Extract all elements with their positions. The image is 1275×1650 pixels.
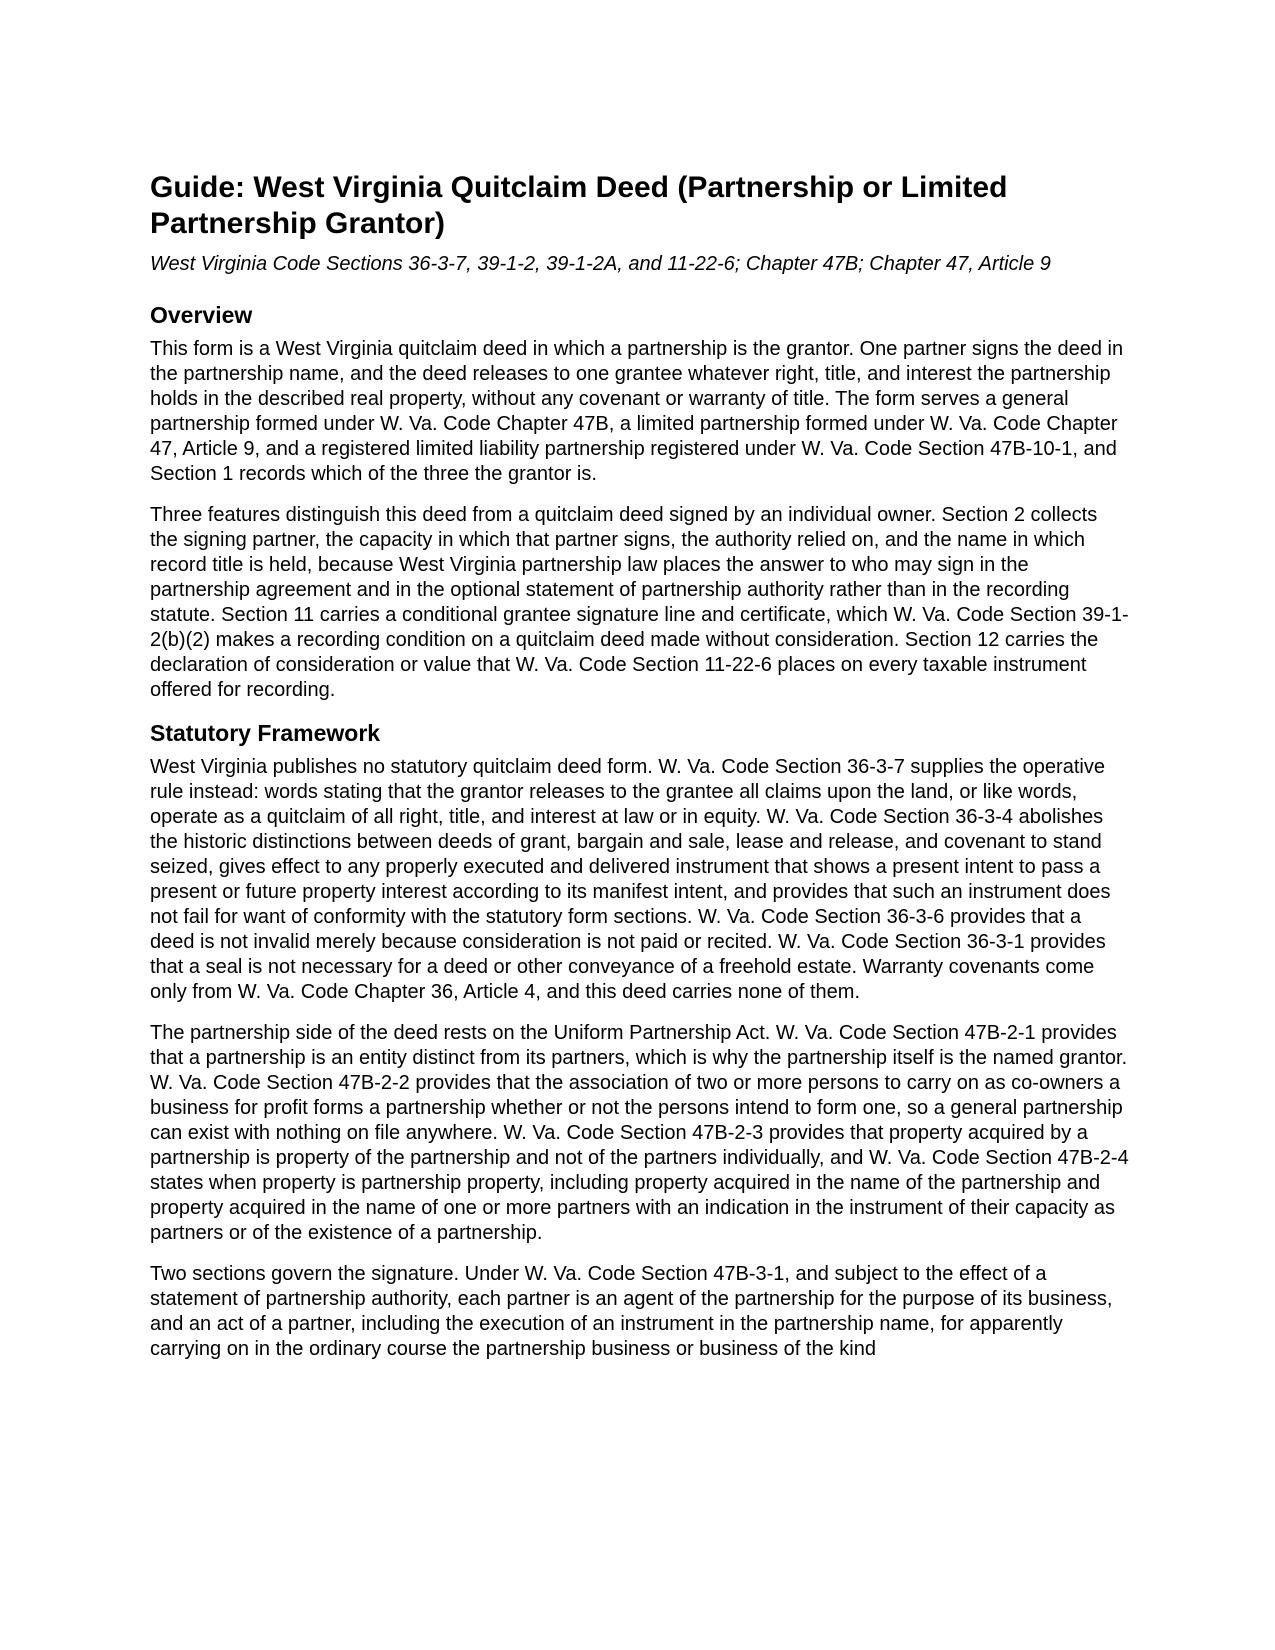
page-subtitle: West Virginia Code Sections 36-3-7, 39-1-2, 39-1-2A, and 11-22-6; Chapter 47B; Chapter 47, Article 9 <box>150 253 1051 275</box>
section-heading-statutory-framework: Statutory Framework <box>150 720 381 746</box>
document-page <box>150 170 1130 1378</box>
framework-paragraph-2: The partnership side of the deed rests on the Uniform Partnership Act. W. Va. Code Section 47B-2-1 provides that a partnership is an entity distinct from its partners, which is why the partnership itself is the named grantor. W. Va. Code Section 47B-2-2 provides that the association of two or more persons to carry on as co-owners a business for profit forms a partnership whether or not the persons intend to form one, so a general partnership can exist with nothing on file anywhere. W. Va. Code Section 47B-2-3 provides that property acquired by a partnership is property of the partnership and not of the partners individually, and W. Va. Code Section 47B-2-4 states when property is partnership property, including property acquired in the name of the partnership and property acquired in the name of one or more partners with an indication in the instrument of their capacity as partners or of the existence of a partnership. <box>150 1022 1129 1244</box>
overview-paragraph-2: Three features distinguish this deed from a quitclaim deed signed by an individual owner. Section 2 collects the signing partner, the capacity in which that partner signs, the authority relied on, and the name in which record title is held, because West Virginia partnership law places the answer to who may sign in the partnership agreement and in the optional statement of partnership authority rather than in the recording statute. Section 11 carries a conditional grantee signature line and certificate, which W. Va. Code Section 39-1-2(b)(2) makes a recording condition on a quitclaim deed made without consideration. Section 12 carries the declaration of consideration or value that W. Va. Code Section 11-22-6 places on every taxable instrument offered for recording. <box>150 504 1129 701</box>
page-title: Guide: West Virginia Quitclaim Deed (Partnership or Limited Partnership Grantor) <box>150 171 1008 240</box>
overview-paragraph-1: This form is a West Virginia quitclaim deed in which a partnership is the grantor. One partner signs the deed in the partnership name, and the deed releases to one grantee whatever right, title, and interest the partnership holds in the described real property, without any covenant or warranty of title. The form serves a general partnership formed under W. Va. Code Chapter 47B, a limited partnership formed under W. Va. Code Chapter 47, Article 9, and a registered limited liability partnership registered under W. Va. Code Section 47B-10-1, and Section 1 records which of the three the grantor is. <box>150 338 1124 485</box>
section-statutory-framework <box>150 719 1130 1362</box>
section-overview <box>150 301 1130 703</box>
framework-paragraph-1: West Virginia publishes no statutory quitclaim deed form. W. Va. Code Section 36-3-7 supplies the operative rule instead: words stating that the grantor releases to the grantee all claims upon the land, or like words, operate as a quitclaim of all right, title, and interest at law or in equity. W. Va. Code Section 36-3-4 abolishes the historic distinctions between deeds of grant, bargain and sale, lease and release, and covenant to stand seized, gives effect to any properly executed and delivered instrument that shows a present intent to pass a present or future property interest according to its manifest intent, and provides that such an instrument does not fail for want of conformity with the statutory form sections. W. Va. Code Section 36-3-6 provides that a deed is not invalid merely because consideration is not paid or recited. W. Va. Code Section 36-3-1 provides that a seal is not necessary for a deed or other conveyance of a freehold estate. Warranty covenants come only from W. Va. Code Chapter 36, Article 4, and this deed carries none of them. <box>150 756 1111 1003</box>
section-heading-overview: Overview <box>150 302 253 328</box>
framework-paragraph-3: Two sections govern the signature. Under W. Va. Code Section 47B-3-1, and subject to the effect of a statement of partnership authority, each partner is an agent of the partnership for the purpose of its business, and an act of a partner, including the execution of an instrument in the partnership name, for apparently carrying on in the ordinary course the partnership business or business of the kind <box>150 1263 1113 1360</box>
